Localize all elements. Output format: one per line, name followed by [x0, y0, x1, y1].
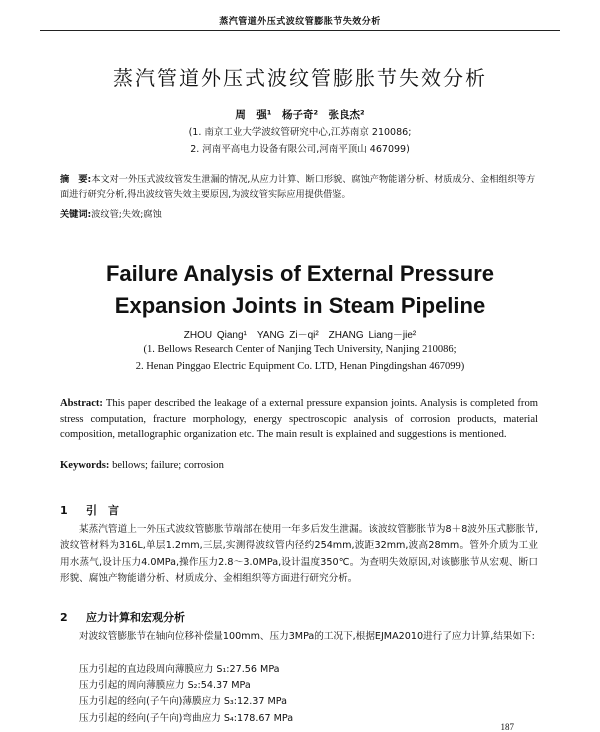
english-title — [40, 258, 560, 322]
stress-result-item: 压力引起的经向(子午向)薄膜应力 S₃:12.37 MPa — [79, 696, 288, 708]
chinese-keywords-text: 波纹管;失效;腐蚀 — [91, 209, 162, 220]
english-title-line-1: Failure Analysis of External Pressure — [105, 261, 495, 286]
english-keywords-text: bellows; failure; corrosion — [109, 460, 224, 471]
section-number: 1 — [60, 504, 68, 517]
english-abstract-label: Abstract: — [60, 398, 103, 409]
stress-result-item: 压力引起的经向(子午向)弯曲应力 S₄:178.67 MPa — [79, 712, 294, 724]
stress-paragraph: 对波纹管膨胀节在轴向位移补偿量100mm、压力3MPa的工况下,根据EJMA2010进行了应力计算,结果如下: — [79, 631, 535, 642]
page-number: 187 — [500, 722, 514, 732]
chinese-abstract — [60, 172, 538, 202]
english-affiliation-1: (1. Bellows Research Center of Nanjing Tech University, Nanjing 210086; — [143, 344, 457, 355]
running-header: 蒸汽管道外压式波纹管膨胀节失效分析 — [219, 17, 381, 27]
english-title-line-2: Expansion Joints in Steam Pipeline — [114, 293, 486, 318]
introduction-paragraph: 某蒸汽管道上一外压式波纹管膨胀节端部在使用一年多后发生泄漏。该波纹管膨胀节为8＋8波外压式膨胀节,波纹管材料为316L,单层1.2mm,三层,实测得波纹管内径约254mm,波距32mm,波高28mm。管外介质为工业用水蒸气,设计压力4.0MPa,操作压力2.8～3.0MPa,设计温度350℃。为查明失效原因,对该膨胀节从宏观、断口形貌、腐蚀产物能谱分析、材质成分、金相组织等方面进行研究分析。 — [60, 524, 538, 585]
english-keywords — [60, 460, 538, 471]
chinese-abstract-text: 本文对一外压式波纹管发生泄漏的情况,从应力计算、断口形貌、腐蚀产物能谱分析、材质成分、金相组织等方面进行研究分析,得出波纹管失效主要原因,为波纹管实际应用提供借鉴。 — [60, 174, 536, 200]
section-heading-stress — [60, 609, 185, 625]
chinese-title: 蒸汽管道外压式波纹管膨胀节失效分析 — [113, 66, 487, 90]
section-title: 应力计算和宏观分析 — [86, 611, 185, 624]
english-authors: ZHOU Qiang¹ YANG Zi－qi² ZHANG Liang－jie² — [183, 330, 417, 341]
stress-results-list — [79, 662, 293, 727]
english-abstract-text: This paper described the leakage of a external pressure expansion joints. Analysis is completed from stress computation, fracture morphology, energy spectroscopic analysis of corrosion products, material composition, metallographic organization etc. The main result is explained and suggestions is mentioned. — [60, 398, 538, 441]
section-heading-introduction — [60, 502, 119, 518]
chinese-affiliation-2: 2. 河南平高电力设备有限公司,河南平顶山 467099) — [190, 144, 410, 155]
chinese-keywords — [60, 206, 538, 220]
english-affiliation-2: 2. Henan Pinggao Electric Equipment Co. LTD, Henan Pingdingshan 467099) — [135, 361, 465, 372]
chinese-affiliation-1: (1. 南京工业大学波纹管研究中心,江苏南京 210086; — [188, 127, 412, 138]
chinese-abstract-label: 摘 要: — [60, 174, 92, 185]
english-abstract — [60, 396, 538, 443]
header-rule — [40, 30, 560, 31]
chinese-keywords-label: 关键词: — [60, 209, 92, 220]
stress-result-item: 压力引起的周向薄膜应力 S₂:54.37 MPa — [79, 680, 251, 692]
stress-result-item: 压力引起的直边段周向薄膜应力 S₁:27.56 MPa — [79, 664, 280, 675]
section-title: 引 言 — [86, 504, 119, 517]
chinese-authors: 周 强¹ 杨子奇² 张良杰² — [235, 109, 365, 121]
english-keywords-label: Keywords: — [60, 460, 110, 471]
section-number: 2 — [60, 611, 68, 624]
